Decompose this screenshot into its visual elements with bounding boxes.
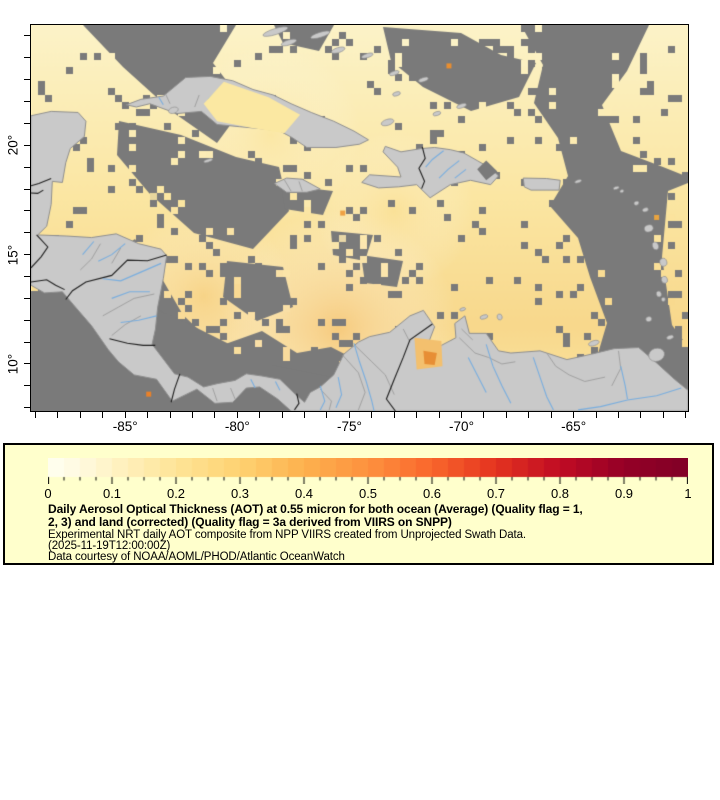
colorbar-tick-label: 0.5: [358, 486, 378, 501]
x-axis-tick: [483, 412, 484, 418]
y-axis-tick: [24, 101, 30, 102]
y-axis-tick: [24, 123, 30, 124]
y-axis-tick: [24, 210, 30, 211]
caption-description: Experimental NRT daily AOT composite from NPP VIIRS created from Unprojected Swath Data.: [48, 529, 527, 541]
x-axis-tick: [685, 412, 686, 418]
colorbar-tick-label: 0.9: [614, 486, 634, 501]
x-axis-tick: [371, 412, 372, 418]
caption-title-line-2: 2, 3) and land (corrected) (Quality flag = 3a derived from VIIRS on SNPP): [48, 515, 452, 529]
colorbar-tick-label: 1: [684, 486, 692, 501]
x-axis-tick: [439, 412, 440, 418]
colorbar-tick-label: 0.3: [230, 486, 250, 501]
colorbar-tick-label: 0.4: [294, 486, 314, 501]
y-axis-label: 15°: [5, 244, 21, 265]
y-axis-tick: [24, 189, 30, 190]
x-axis-tick: [349, 412, 350, 418]
x-axis-label: -85°: [112, 419, 138, 434]
x-axis-tick: [596, 412, 597, 418]
colorbar-tick-label: 0.2: [166, 486, 186, 501]
map-canvas: [31, 25, 688, 411]
x-axis-tick: [170, 412, 171, 418]
x-axis-tick: [57, 412, 58, 418]
y-axis-tick: [24, 320, 30, 321]
x-axis-tick: [528, 412, 529, 418]
y-axis-tick: [24, 35, 30, 36]
y-axis-tick: [24, 342, 30, 343]
x-axis-tick: [282, 412, 283, 418]
map-frame: [30, 24, 689, 412]
y-axis-label: 20°: [5, 135, 21, 156]
x-axis-tick: [461, 412, 462, 418]
y-axis-tick: [24, 57, 30, 58]
y-axis-tick: [24, 254, 30, 255]
caption-timestamp: (2025-11-19T12:00:00Z): [48, 540, 171, 553]
y-axis-tick: [24, 407, 30, 408]
x-axis-tick: [35, 412, 36, 418]
x-axis-tick: [304, 412, 305, 418]
y-axis-tick: [24, 167, 30, 168]
x-axis-tick: [416, 412, 417, 418]
x-axis-tick: [259, 412, 260, 418]
x-axis-tick: [573, 412, 574, 418]
caption-title-line-1: Daily Aerosol Optical Thickness (AOT) at 0.55 micron for both ocean (Average) (Quality flag = 1,: [48, 502, 583, 516]
y-axis-tick: [24, 385, 30, 386]
y-axis-label: 10°: [5, 353, 21, 375]
y-axis-tick: [24, 276, 30, 277]
legend-panel: [3, 443, 714, 565]
y-axis-tick: [24, 145, 30, 146]
x-axis-tick: [147, 412, 148, 418]
x-axis-tick: [237, 412, 238, 418]
x-axis-tick: [506, 412, 507, 418]
x-axis-tick: [663, 412, 664, 418]
x-axis-tick: [80, 412, 81, 418]
x-axis-tick: [192, 412, 193, 418]
y-axis-tick: [24, 232, 30, 233]
y-axis-tick: [24, 298, 30, 299]
x-axis-label: -80°: [224, 419, 250, 434]
colorbar-tick-label: 0.8: [550, 486, 570, 501]
x-axis-tick: [125, 412, 126, 418]
x-axis-label: -65°: [561, 419, 587, 434]
x-axis-tick: [640, 412, 641, 418]
x-axis-tick: [214, 412, 215, 418]
x-axis-tick: [102, 412, 103, 418]
x-axis-label: -70°: [449, 419, 474, 434]
colorbar-canvas: [48, 458, 688, 484]
colorbar-tick-label: 0.1: [102, 486, 122, 501]
caption: [48, 503, 583, 564]
caption-credit: Data courtesy of NOAA/AOML/PHOD/Atlantic OceanWatch: [48, 551, 345, 564]
y-axis-tick: [24, 363, 30, 364]
colorbar-tick-label: 0.7: [486, 486, 506, 501]
x-axis-tick: [618, 412, 619, 418]
x-axis-tick: [326, 412, 327, 418]
x-axis-tick: [551, 412, 552, 418]
colorbar-tick-label: 0.6: [422, 486, 442, 501]
x-axis-tick: [394, 412, 395, 418]
y-axis-tick: [24, 79, 30, 80]
x-axis-label: -75°: [336, 419, 362, 434]
colorbar-tick-label: 0: [44, 486, 52, 501]
